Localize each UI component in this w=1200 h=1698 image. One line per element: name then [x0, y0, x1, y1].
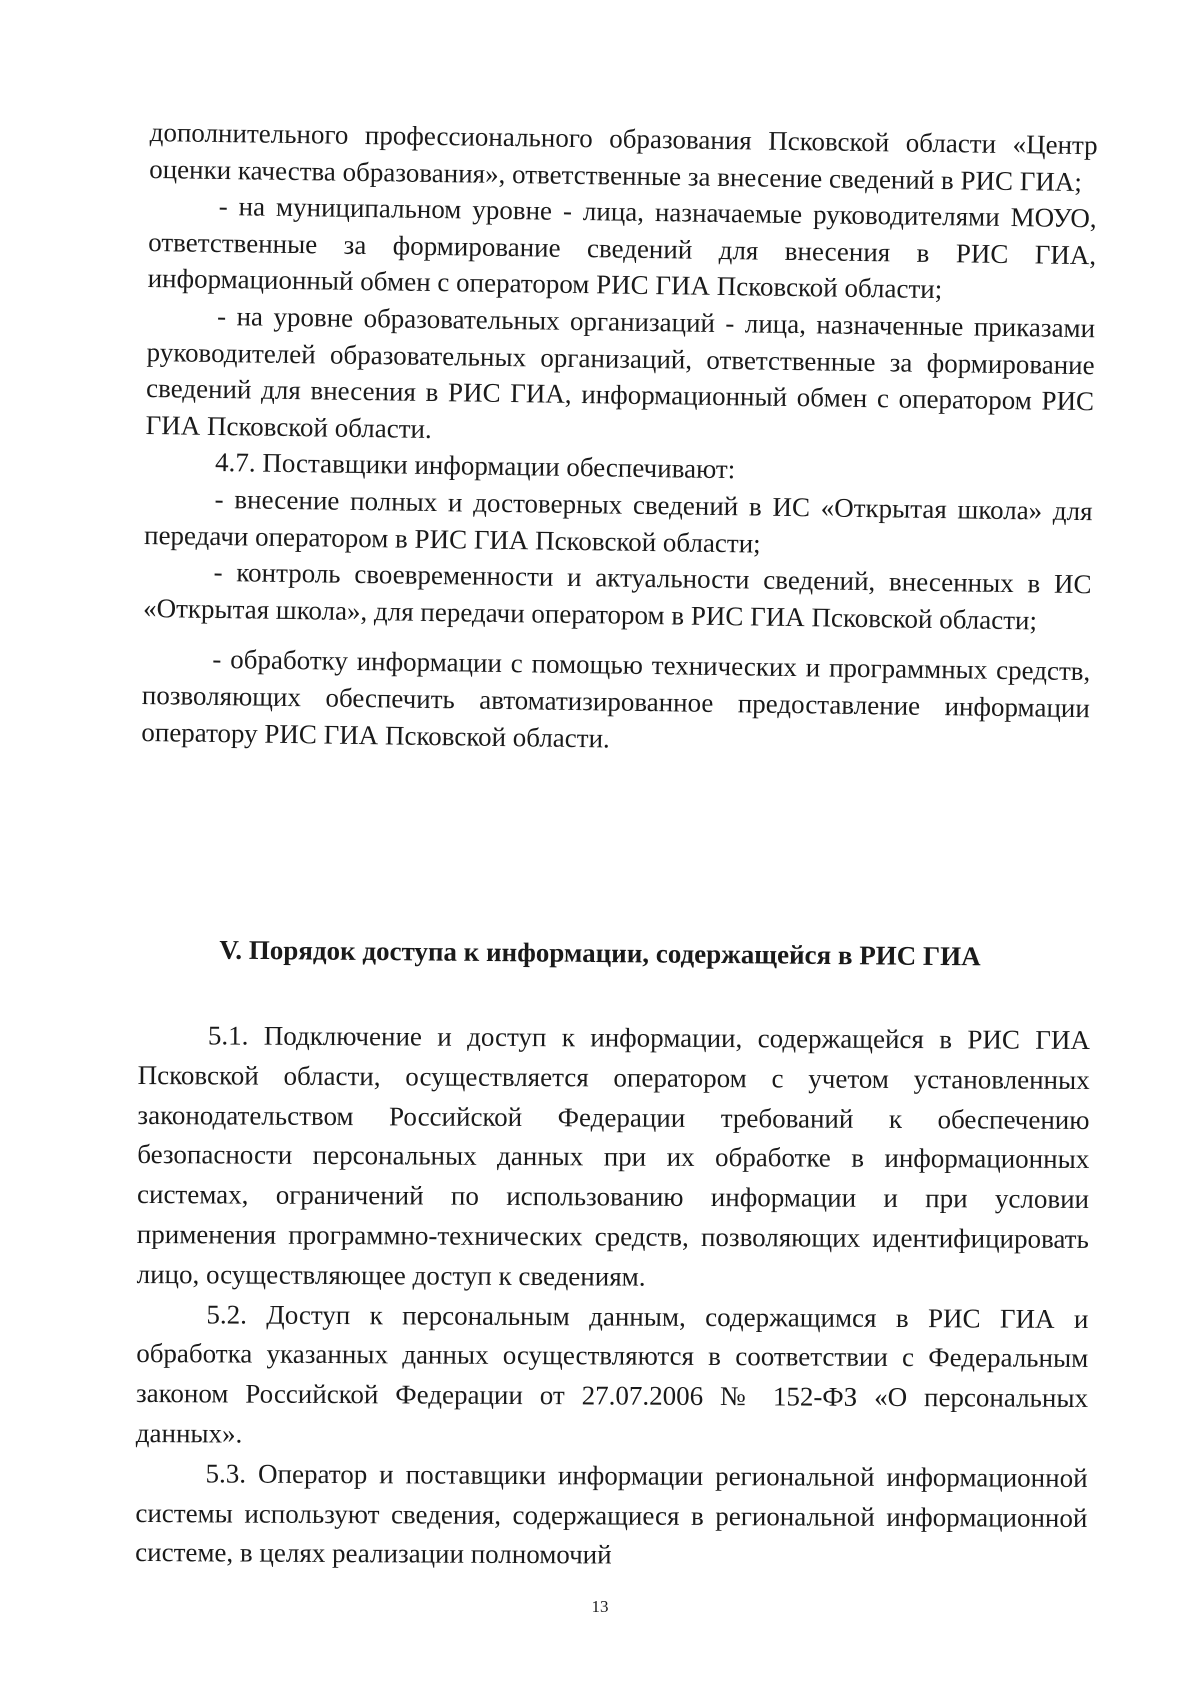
paragraph-4-7-heading: 4.7. Поставщики информации обеспечивают: — [214, 447, 736, 485]
paragraph-organization-level: - на уровне образовательных организаций - лица, назначенные приказами руководителей образовательных организаций, ответственные за формирование сведений для внесения в РИС ГИА, информационный обмен с оператором РИС ГИА Псковской области. — [145, 300, 1096, 444]
paragraph-4-7-item-3: - обработку информации с помощью технических и программных средств, позволяющих обеспечить автоматизированное предоставление информации оператору РИС ГИА Псковской области. — [141, 644, 1091, 753]
paragraph-continuation: дополнительного профессионального образования Псковской области «Центр оценки качества образования», ответственные за внесение сведений в РИС ГИА; — [149, 116, 1098, 197]
paragraph-5-3: 5.3. Оператор и поставщики информации региональной информационной системы используют сведения, содержащиеся в региональной информационной системе, в целях реализации полномочий — [135, 1458, 1088, 1570]
paragraph-5-1: 5.1. Подключение и доступ к информации, содержащейся в РИС ГИА Псковской области, осуществляется оператором с учетом установленных законодательством Российской Федерации требований к обеспечению безопасности персональных данных при их обработке в информационных системах, ограничений по использованию информации и при условии применения программно-технических средств, позволяющих идентифицировать лицо, осуществляющее доступ к сведениям. — [136, 1020, 1090, 1292]
paragraph-municipal-level: - на муниципальном уровне - лица, назначаемые руководителями МОУО, ответственные за формирование сведений для внесения в РИС ГИА, информационный обмен с оператором РИС ГИА Псковской области; — [147, 191, 1097, 305]
top-text-block — [141, 114, 1098, 763]
paragraph-4-7-item-2: - контроль своевременности и актуальности сведений, внесенных в ИС «Открытая школа», для передачи оператором в РИС ГИА Псковской области; — [142, 557, 1092, 636]
paragraph-5-2: 5.2. Доступ к персональным данным, содержащимся в РИС ГИА и обработка указанных данных осуществляются в соответствии с Федеральным законом Российской Федерации от 27.07.2006 № 152-ФЗ «О персональных данных». — [135, 1298, 1089, 1449]
paragraph-4-7-item-1: - внесение полных и достоверных сведений в ИС «Открытая школа» для передачи оператором в РИС ГИА Псковской области; — [143, 483, 1093, 559]
page-number: 13 — [591, 1597, 609, 1616]
section-v-text-block — [135, 1016, 1090, 1578]
section-v-heading: V. Порядок доступа к информации, содержащейся в РИС ГИА — [219, 934, 981, 972]
